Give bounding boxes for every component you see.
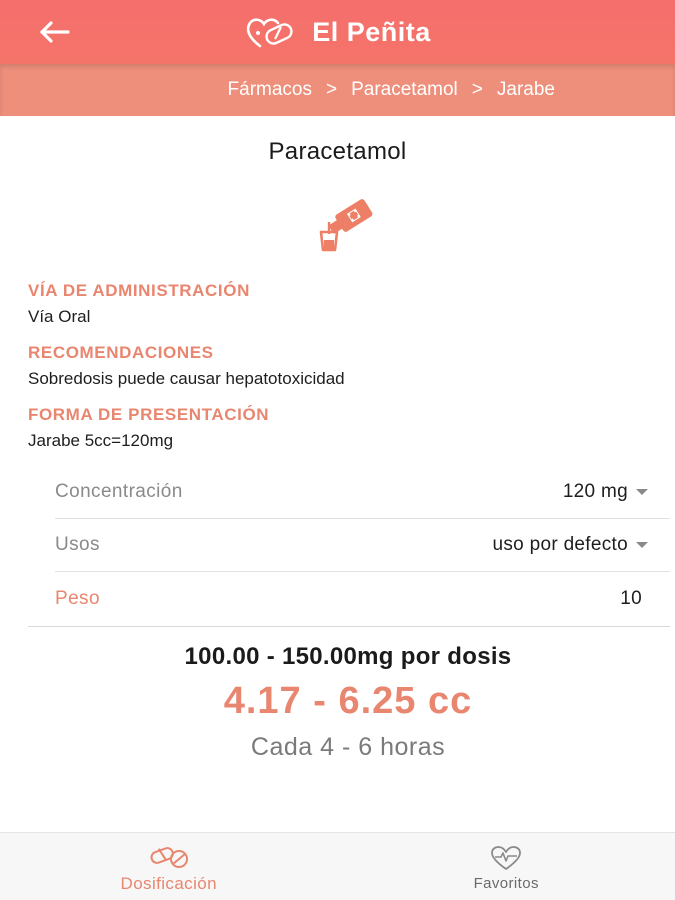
breadcrumb-item-farmacos[interactable]: Fármacos <box>227 79 312 100</box>
breadcrumb-separator-icon: > <box>326 79 338 100</box>
uses-label: Usos <box>55 534 100 555</box>
weight-input[interactable]: 10 <box>620 587 642 609</box>
back-button[interactable] <box>34 16 74 48</box>
arrow-left-icon <box>38 20 70 44</box>
app-title: El Peñita <box>312 16 431 47</box>
weight-label: Peso <box>55 587 100 609</box>
dose-frequency: Cada 4 - 6 horas <box>250 733 446 761</box>
tab-dosificacion[interactable] <box>0 833 338 900</box>
recommendations-label: RECOMENDACIONES <box>28 343 214 362</box>
weight-field[interactable] <box>55 572 670 625</box>
concentration-select[interactable] <box>55 466 670 519</box>
breadcrumb-separator-icon: > <box>471 79 483 100</box>
uses-value: uso por defecto <box>492 534 628 555</box>
uses-value-wrap <box>493 534 670 556</box>
syrup-bottle-icon <box>313 194 383 252</box>
dropdown-caret-icon <box>636 489 648 495</box>
tab-dosificacion-label: Dosificación <box>120 873 217 893</box>
brand <box>244 15 431 49</box>
route-label: VÍA DE ADMINISTRACIÓN <box>28 281 250 300</box>
dropdown-caret-icon <box>636 542 648 548</box>
tab-favoritos-label: Favoritos <box>473 875 539 892</box>
concentration-value-wrap <box>563 481 670 503</box>
pills-icon <box>148 844 190 870</box>
breadcrumb-item-paracetamol[interactable]: Paracetamol <box>351 79 458 100</box>
heart-pill-logo-icon <box>244 15 296 49</box>
breadcrumb-item-jarabe[interactable]: Jarabe <box>496 79 555 100</box>
app-header <box>0 0 675 64</box>
tab-favoritos[interactable] <box>338 833 675 900</box>
recommendations-value: Sobredosis puede causar hepatotoxicidad <box>28 369 345 388</box>
heart-pulse-icon <box>489 845 523 871</box>
presentation-value: Jarabe 5cc=120mg <box>28 431 174 450</box>
breadcrumb <box>0 64 675 116</box>
concentration-label: Concentración <box>55 481 183 502</box>
presentation-label: FORMA DE PRESENTACIÓN <box>28 405 270 424</box>
dose-mg-range: 100.00 - 150.00mg por dosis <box>184 643 512 670</box>
uses-select[interactable] <box>55 519 670 572</box>
dose-cc-range: 4.17 - 6.25 cc <box>223 680 473 722</box>
concentration-value: 120 mg <box>562 481 628 502</box>
bottom-navigation <box>0 832 675 900</box>
form-divider <box>28 626 670 627</box>
page-title: Paracetamol <box>268 138 407 165</box>
route-value: Vía Oral <box>28 307 91 326</box>
